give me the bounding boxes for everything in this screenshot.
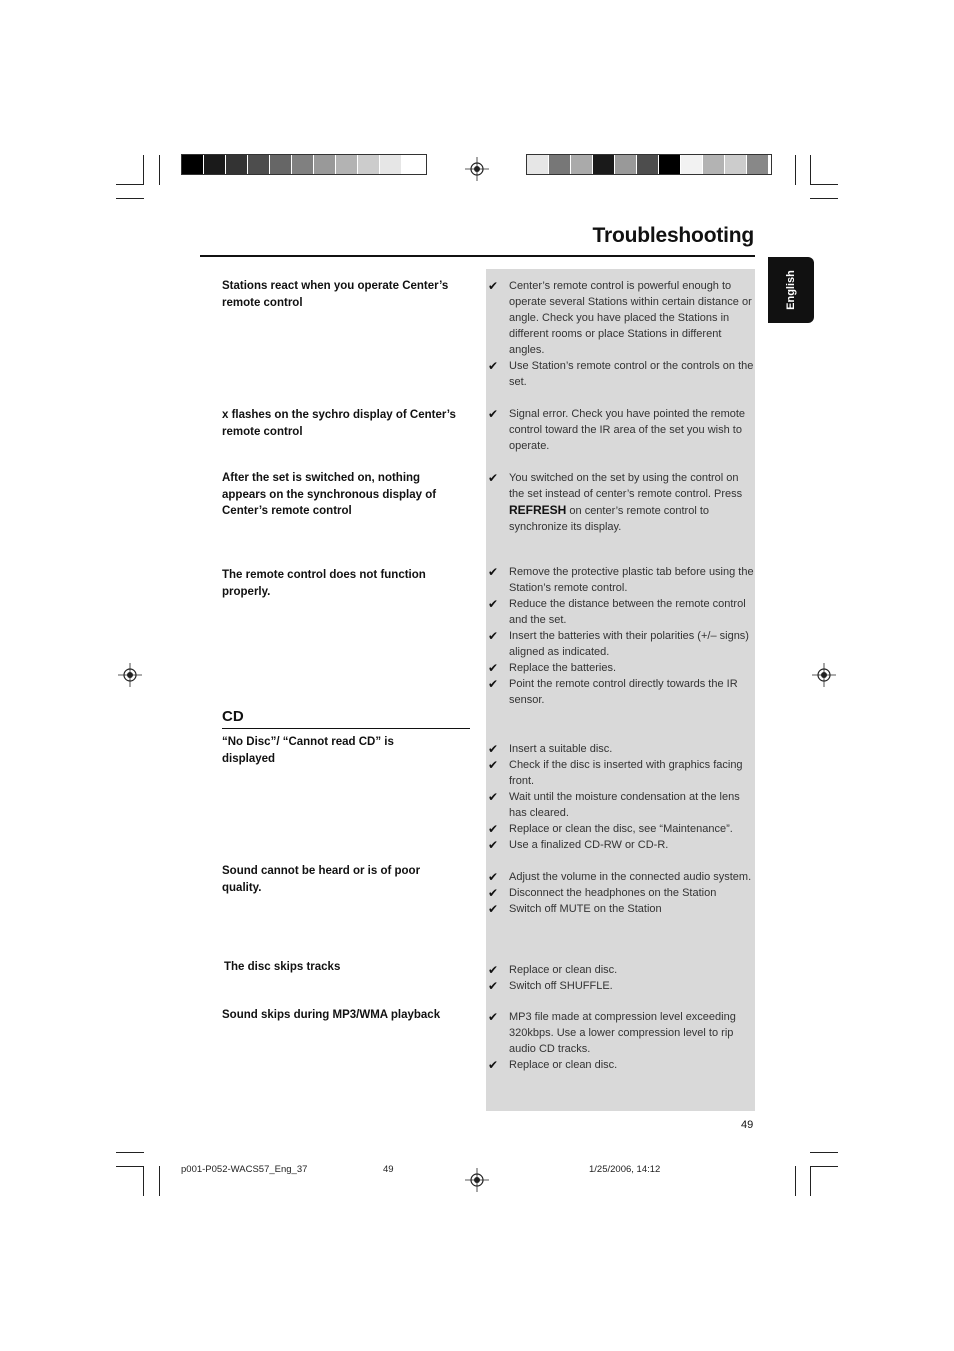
list-item <box>488 564 754 596</box>
check-icon: ✔ <box>488 1058 499 1072</box>
color-patch <box>703 155 725 174</box>
check-icon: ✔ <box>488 963 499 977</box>
solution-list <box>488 962 754 994</box>
list-item <box>488 757 754 789</box>
color-patch <box>527 155 549 174</box>
refresh-keyword: REFRESH <box>509 503 567 517</box>
check-icon: ✔ <box>488 597 499 611</box>
problem-label: The remote control does not function properly. <box>222 569 426 598</box>
color-patch <box>637 155 659 174</box>
check-icon: ✔ <box>488 870 499 884</box>
check-icon: ✔ <box>488 359 499 373</box>
solution-text: Adjust the volume in the connected audio system. <box>509 871 752 883</box>
color-patch <box>204 155 226 174</box>
solution-text: Replace or clean disc. <box>509 1059 618 1071</box>
color-patch <box>402 155 424 174</box>
check-icon: ✔ <box>488 1010 499 1024</box>
color-patch <box>725 155 747 174</box>
solution-text: Insert the batteries with their polarities (+/– signs) aligned as indicated. <box>509 630 749 658</box>
grayscale-strip-left <box>181 154 427 175</box>
registration-mark-icon <box>465 157 489 181</box>
color-patch <box>292 155 314 174</box>
check-icon: ✔ <box>488 565 499 579</box>
color-patch <box>659 155 681 174</box>
color-patch <box>571 155 593 174</box>
solution-list <box>488 470 754 535</box>
list-item <box>488 278 754 358</box>
solution-list <box>488 406 754 454</box>
problem-label: The disc skips tracks <box>224 961 341 973</box>
check-icon: ✔ <box>488 677 499 691</box>
problem-label: x flashes on the sychro display of Center’s remote control <box>222 409 456 438</box>
check-icon: ✔ <box>488 790 499 804</box>
language-tab-label: English <box>785 270 797 310</box>
footer-page: 49 <box>383 1164 394 1175</box>
list-item <box>488 470 754 535</box>
list-item <box>488 978 754 994</box>
solution-text: Check if the disc is inserted with graphics facing front. <box>509 759 743 787</box>
section-rule <box>222 728 470 729</box>
check-icon: ✔ <box>488 661 499 675</box>
solution-text: Point the remote control directly towards the IR sensor. <box>509 678 738 706</box>
solution-text: You switched on the set by using the control on the set instead of center’s remote control. Press <box>509 472 743 500</box>
registration-mark-icon <box>812 663 836 687</box>
color-patch <box>615 155 637 174</box>
check-icon: ✔ <box>488 886 499 900</box>
solution-text: Use a finalized CD-RW or CD-R. <box>509 839 669 851</box>
list-item <box>488 660 754 676</box>
color-patch <box>336 155 358 174</box>
solution-text: Wait until the moisture condensation at the lens has cleared. <box>509 791 740 819</box>
check-icon: ✔ <box>488 822 499 836</box>
solution-text: Use Station’s remote control or the controls on the set. <box>509 360 754 388</box>
page-title: Troubleshooting <box>592 224 754 247</box>
solution-list <box>488 564 754 708</box>
solution-text: Remove the protective plastic tab before using the Station’s remote control. <box>509 566 754 594</box>
check-icon: ✔ <box>488 838 499 852</box>
solution-text: on center’s remote control to synchronize its display. <box>509 505 710 533</box>
solution-text: Insert a suitable disc. <box>509 743 613 755</box>
list-item <box>488 358 754 390</box>
list-item <box>488 1009 754 1057</box>
list-item <box>488 821 754 837</box>
color-patch <box>358 155 380 174</box>
solution-text: Reduce the distance between the remote control and the set. <box>509 598 746 626</box>
solution-text: Signal error. Check you have pointed the remote control toward the IR area of the set you wish to operate. <box>509 408 746 452</box>
solution-text: Replace the batteries. <box>509 662 617 674</box>
solution-text: Replace or clean disc. <box>509 964 618 976</box>
check-icon: ✔ <box>488 407 499 421</box>
check-icon: ✔ <box>488 758 499 772</box>
color-patch <box>549 155 571 174</box>
footer-date: 1/25/2006, 14:12 <box>589 1164 661 1175</box>
list-item <box>488 676 754 708</box>
list-item <box>488 1057 754 1073</box>
solution-list <box>488 278 754 390</box>
list-item <box>488 406 754 454</box>
color-patch <box>226 155 248 174</box>
color-patch <box>593 155 615 174</box>
solution-text: Switch off SHUFFLE. <box>509 980 613 992</box>
color-patch <box>681 155 703 174</box>
solution-list <box>488 1009 754 1073</box>
list-item <box>488 789 754 821</box>
problem-label: Stations react when you operate Center’s remote control <box>222 280 449 309</box>
list-item <box>488 741 754 757</box>
check-icon: ✔ <box>488 471 499 485</box>
check-icon: ✔ <box>488 629 499 643</box>
problem-label: Sound skips during MP3/WMA playback <box>222 1009 441 1021</box>
list-item <box>488 901 754 917</box>
color-patch <box>747 155 769 174</box>
solution-text: Switch off MUTE on the Station <box>509 903 662 915</box>
solution-list <box>488 869 754 917</box>
check-icon: ✔ <box>488 979 499 993</box>
section-heading-cd: CD <box>222 708 244 725</box>
check-icon: ✔ <box>488 279 499 293</box>
color-patch <box>182 155 204 174</box>
list-item <box>488 869 754 885</box>
color-patch <box>380 155 402 174</box>
problem-label: After the set is switched on, nothing appears on the synchronous display of Center’s remote control <box>222 472 437 517</box>
check-icon: ✔ <box>488 742 499 756</box>
list-item <box>488 837 754 853</box>
footer-filename: p001-P052-WACS57_Eng_37 <box>181 1164 308 1175</box>
registration-mark-icon <box>465 1168 489 1192</box>
color-patch <box>314 155 336 174</box>
color-patch <box>248 155 270 174</box>
solution-text: MP3 file made at compression level exceeding 320kbps. Use a lower compression level to rip audio CD tracks. <box>509 1011 736 1055</box>
solution-text: Center’s remote control is powerful enough to operate several Stations within certain distance or angle. Check you have placed the Stations in different rooms or place Stations in different angles. <box>509 280 752 356</box>
list-item <box>488 962 754 978</box>
problem-label: Sound cannot be heard or is of poor quality. <box>222 865 421 894</box>
color-patch <box>270 155 292 174</box>
solution-list <box>488 741 754 853</box>
grayscale-strip-right <box>526 154 772 175</box>
solution-text: Disconnect the headphones on the Station <box>509 887 717 899</box>
solution-text: Replace or clean the disc, see “Maintenance”. <box>509 823 733 835</box>
problem-label: “No Disc”/ “Cannot read CD” is displayed <box>222 736 394 765</box>
page-number: 49 <box>741 1119 754 1131</box>
list-item <box>488 628 754 660</box>
list-item <box>488 596 754 628</box>
list-item <box>488 885 754 901</box>
title-rule <box>200 255 755 257</box>
check-icon: ✔ <box>488 902 499 916</box>
language-tab <box>768 257 814 323</box>
registration-mark-icon <box>118 663 142 687</box>
